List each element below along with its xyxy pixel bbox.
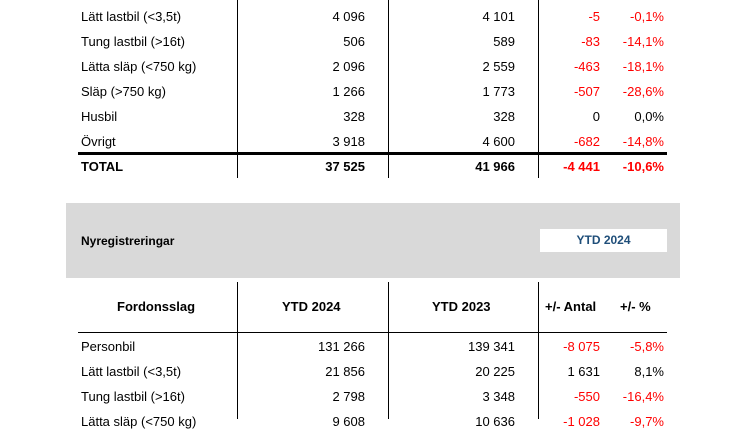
category-cell: Tung lastbil (>16t) — [81, 389, 185, 404]
ytd-previous-cell: 4 600 — [482, 134, 515, 149]
header-diff-count: +/- Antal — [545, 299, 597, 314]
header-ytd-current: YTD 2024 — [282, 299, 341, 314]
ytd-current-cell: 506 — [343, 34, 365, 49]
diff-pct-cell: -18,1% — [622, 59, 664, 74]
ytd-previous-cell: 10 636 — [475, 414, 515, 429]
category-cell: Husbil — [81, 109, 118, 124]
ytd-previous-cell: 20 225 — [475, 364, 515, 379]
table-row — [78, 358, 667, 383]
category-cell: Lätta släp (<750 kg) — [81, 59, 197, 74]
total-ytd-previous: 41 966 — [475, 159, 515, 174]
diff-pct-cell: 8,1% — [634, 364, 664, 379]
total-diff-count: -4 441 — [563, 159, 600, 174]
ytd-current-cell: 21 856 — [325, 364, 365, 379]
ytd-current-cell: 328 — [343, 109, 365, 124]
table-row — [78, 3, 667, 28]
diff-pct-cell: 0,0% — [634, 109, 664, 124]
ytd-current-cell: 131 266 — [318, 339, 365, 354]
ytd-current-cell: 1 266 — [332, 84, 365, 99]
total-separator — [78, 152, 667, 155]
diff-pct-cell: -14,8% — [622, 134, 664, 149]
total-ytd-current: 37 525 — [325, 159, 365, 174]
diff-count-cell: 1 631 — [567, 364, 600, 379]
category-cell: Övrigt — [81, 134, 116, 149]
diff-pct-cell: -16,4% — [622, 389, 664, 404]
total-label: TOTAL — [81, 159, 124, 174]
category-cell: Personbil — [81, 339, 136, 354]
ytd-current-cell: 2 096 — [332, 59, 365, 74]
period-label: YTD 2024 — [540, 229, 667, 252]
category-cell: Lätt lastbil (<3,5t) — [81, 9, 182, 24]
table-row — [78, 408, 667, 433]
total-diff-pct: -10,6% — [622, 159, 664, 174]
table-row — [78, 103, 667, 128]
diff-count-cell: -550 — [573, 389, 600, 404]
ytd-current-cell: 9 608 — [332, 414, 365, 429]
diff-pct-cell: -9,7% — [630, 414, 664, 429]
diff-pct-cell: -5,8% — [630, 339, 664, 354]
category-cell: Släp (>750 kg) — [81, 84, 166, 99]
ytd-current-cell: 4 096 — [332, 9, 365, 24]
diff-count-cell: -8 075 — [563, 339, 600, 354]
diff-count-cell: -682 — [573, 134, 600, 149]
ytd-previous-cell: 2 559 — [482, 59, 515, 74]
ytd-previous-cell: 1 773 — [482, 84, 515, 99]
diff-pct-cell: -14,1% — [622, 34, 664, 49]
diff-pct-cell: -28,6% — [622, 84, 664, 99]
diff-count-cell: -5 — [588, 9, 600, 24]
ytd-previous-cell: 3 348 — [482, 389, 515, 404]
ytd-previous-cell: 328 — [493, 109, 515, 124]
diff-count-cell: -507 — [573, 84, 600, 99]
ytd-previous-cell: 4 101 — [482, 9, 515, 24]
diff-count-cell: -463 — [573, 59, 600, 74]
diff-count-cell: -83 — [581, 34, 600, 49]
table-row — [78, 383, 667, 408]
category-cell: Lätta släp (<750 kg) — [81, 414, 197, 429]
header-diff-pct: +/- % — [620, 299, 651, 314]
table-row — [78, 28, 667, 53]
category-cell: Lätt lastbil (<3,5t) — [81, 364, 182, 379]
registrations-table-ytd — [78, 333, 667, 433]
header-ytd-previous: YTD 2023 — [432, 299, 491, 314]
table-row — [78, 78, 667, 103]
diff-count-cell: -1 028 — [563, 414, 600, 429]
ytd-previous-cell: 139 341 — [468, 339, 515, 354]
table-row — [78, 333, 667, 358]
category-cell: Tung lastbil (>16t) — [81, 34, 185, 49]
table-row — [78, 128, 667, 153]
total-row — [78, 153, 667, 178]
ytd-previous-cell: 589 — [493, 34, 515, 49]
header-category: Fordonsslag — [117, 299, 196, 314]
diff-count-cell: 0 — [592, 109, 600, 124]
table-row — [78, 53, 667, 78]
ytd-current-cell: 2 798 — [332, 389, 365, 404]
section-title: Nyregistreringar — [81, 234, 175, 248]
diff-pct-cell: -0,1% — [630, 9, 664, 24]
ytd-current-cell: 3 918 — [332, 134, 365, 149]
